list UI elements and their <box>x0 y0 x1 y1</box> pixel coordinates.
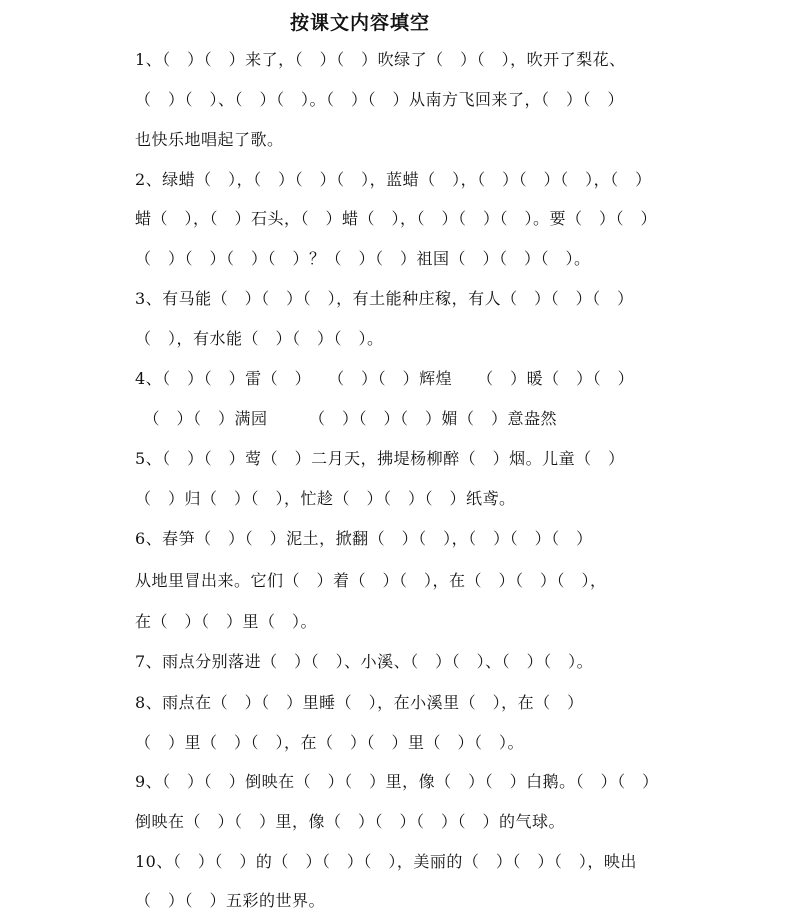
q10-line-2: （ ）（ ）五彩的世界。 <box>135 891 326 910</box>
q6-line-2: 从地里冒出来。它们（ ）着（ ）（ ），在（ ）（ ）（ ）， <box>135 571 607 590</box>
q8-line-2: （ ）里（ ）（ ），在（ ）（ ）里（ ）（ ）。 <box>135 733 525 752</box>
q9-line-2: 倒映在（ ）（ ）里，像（ ）（ ）（ ）（ ）的气球。 <box>135 812 566 831</box>
page-title: 按课文内容填空 <box>289 12 430 34</box>
q6-line-3: 在（ ）（ ）里（ ）。 <box>135 612 318 631</box>
q2-line-2: 蜡（ ），（ ）石头，（ ）蜡（ ），（ ）（ ）（ ）。要（ ）（ ） <box>135 209 658 228</box>
q10-line-1: 10、（ ）（ ）的（ ）（ ）（ ），美丽的（ ）（ ）（ ），映出 <box>135 852 637 871</box>
q4-line-1: 4、（ ）（ ）雷（ ） （ ）（ ）辉煌 （ ）暖（ ）（ ） <box>135 369 635 388</box>
q3-line-2: （ ），有水能（ ）（ ）（ ）。 <box>135 329 384 348</box>
q1-line-3: 也快乐地唱起了歌。 <box>135 130 284 149</box>
q2-line-3: （ ）（ ）（ ）（ ）？（ ）（ ）祖国（ ）（ ）（ ）。 <box>135 249 591 268</box>
q9-line-1: 9、（ ）（ ）倒映在（ ）（ ）里，像（ ）（ ）白鹅。（ ）（ ） <box>135 772 659 791</box>
q1-line-1: 1、（ ）（ ）来了，（ ）（ ）吹绿了（ ）（ ），吹开了梨花、 <box>135 50 626 69</box>
q2-line-1: 2、绿蜡（ ），（ ）（ ）（ ），蓝蜡（ ），（ ）（ ）（ ），（ ） <box>135 170 652 189</box>
q5-line-2: （ ）归（ ）（ ），忙趁（ ）（ ）（ ）纸鸢。 <box>135 489 516 508</box>
q3-line-1: 3、有马能（ ）（ ）（ ），有土能种庄稼，有人（ ）（ ）（ ） <box>135 289 634 308</box>
q7-line-1: 7、雨点分别落进（ ）（ ）、小溪、（ ）（ ）、（ ）（ ）。 <box>135 652 594 671</box>
q8-line-1: 8、雨点在（ ）（ ）里睡（ ），在小溪里（ ），在（ ） <box>135 693 584 712</box>
q6-line-1: 6、春笋（ ）（ ）泥土，掀翻（ ）（ ），（ ）（ ）（ ） <box>135 529 593 548</box>
q4-line-2: （ ）（ ）满园 （ ）（ ）（ ）媚（ ）意盎然 <box>135 409 558 428</box>
q1-line-2: （ ）（ ）、（ ）（ ）。（ ）（ ）从南方飞回来了，（ ）（ ） <box>135 90 625 109</box>
q5-line-1: 5、（ ）（ ）莺（ ）二月天，拂堤杨柳醉（ ）烟。儿童（ ） <box>135 449 625 468</box>
